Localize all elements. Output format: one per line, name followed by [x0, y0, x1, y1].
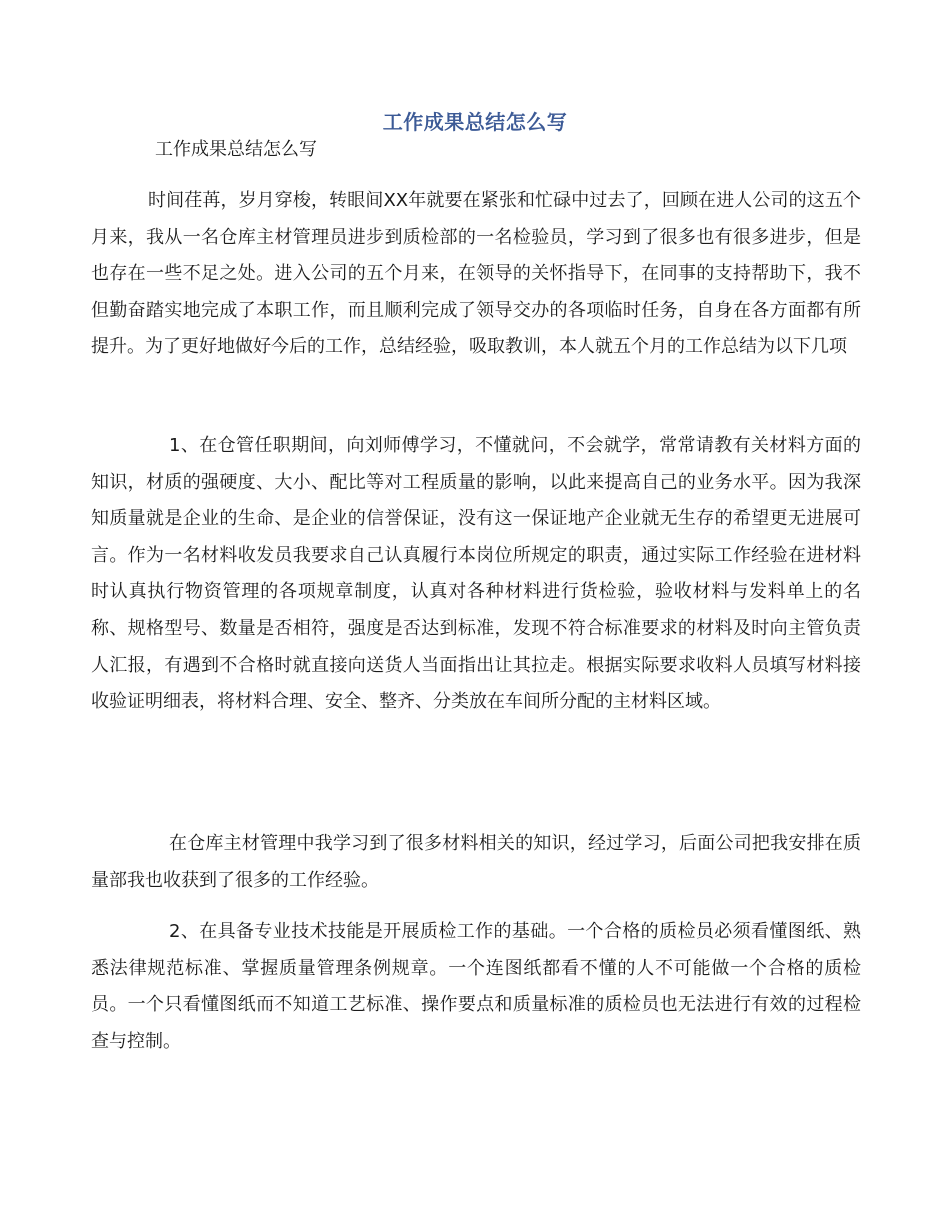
paragraph-warehouse-summary: 在仓库主材管理中我学习到了很多材料相关的知识，经过学习，后面公司把我安排在质量部我也收获到了很多的工作经验。 [91, 833, 861, 891]
paragraph-item-1: 1、在仓管任职期间，向刘师傅学习，不懂就问，不会就学，常常请教有关材料方面的知识，材质的强硬度、大小、配比等对工程质量的影响，以此来提高自己的业务水平。因为我深知质量就是企业的生命、是企业的信誉保证，没有这一保证地产企业就无生存的希望更无进展可言。作为一名材料收发员我要求自己认真履行本岗位所规定的职责，通过实际工作经验在进材料时认真执行物资管理的各项规章制度，认真对各种材料进行货检验，验收材料与发料单上的名称、规格型号、数量是否相符，强度是否达到标准，发现不符合标准要求的材料及时向主管负责人汇报，有遇到不合格时就直接向送货人当面指出让其拉走。根据实际要求收料人员填写材料接收验证明细表，将材料合理、安全、整齐、分类放在车间所分配的主材料区域。 [91, 435, 861, 713]
document-title: 工作成果总结怎么写 [382, 110, 568, 134]
paragraph-item-2: 2、在具备专业技术技能是开展质检工作的基础。一个合格的质检员必须看懂图纸、熟悉法律规范标准、掌握质量管理条例规章。一个连图纸都看不懂的人不可能做一个合格的质检员。一个只看懂图纸而不知道工艺标准、操作要点和质量标准的质检员也无法进行有效的过程检查与控制。 [91, 921, 861, 1052]
paragraph-intro: 时间荏苒，岁月穿梭，转眼间XX年就要在紧张和忙碌中过去了，回顾在进人公司的这五个月来，我从一名仓库主材管理员进步到质检部的一名检验员，学习到了很多也有很多进步，但是也存在一些不足之处。进入公司的五个月来，在领导的关怀指导下，在同事的支持帮助下，我不但勤奋踏实地完成了本职工作，而且顺利完成了领导交办的各项临时任务，自身在各方面都有所提升。为了更好地做好今后的工作，总结经验，吸取教训，本人就五个月的工作总结为以下几项 [91, 190, 861, 358]
document-subtitle: 工作成果总结怎么写 [155, 139, 317, 160]
